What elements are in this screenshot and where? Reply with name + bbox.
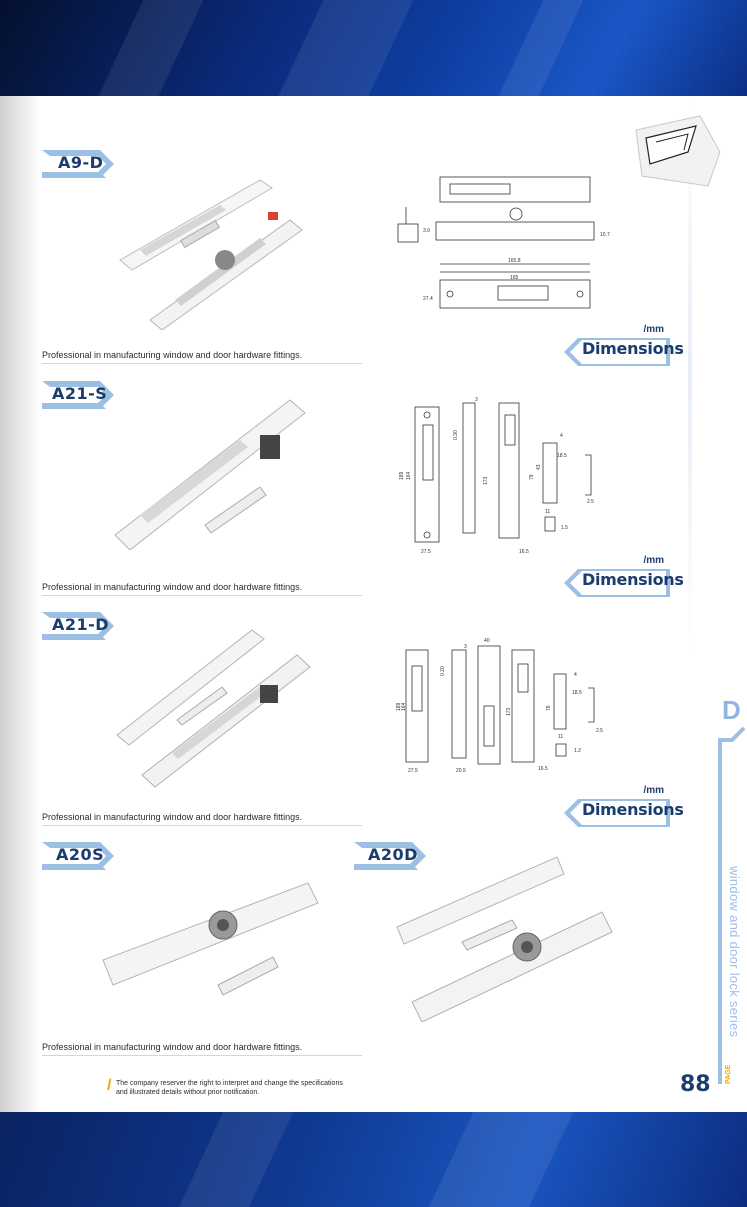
dimensions-label: Dimensions [582, 800, 684, 819]
dim-label: 3 [475, 397, 478, 403]
dim-label: 189 [396, 702, 402, 711]
footer-slash-icon: / [107, 1077, 112, 1094]
dim-label: 173 [506, 707, 512, 716]
product-image-a9-d [110, 160, 310, 330]
dim-label: 2.5 [596, 728, 603, 734]
dim-label: 18.5 [572, 690, 582, 696]
product-code: A21-S [52, 384, 108, 403]
dim-label: 164 [401, 702, 407, 711]
product-image-a20d [392, 852, 617, 1022]
dim-label: 3.9 [423, 228, 430, 234]
product-image-a21-s [110, 395, 310, 550]
dimension-drawing-a21-s [395, 395, 615, 560]
company-tagline: Professional in manufacturing window and door hardware fittings. [42, 582, 303, 592]
page-binding-shadow [0, 96, 40, 1112]
product-tag-a21-s [42, 381, 114, 409]
dim-label: 18.5 [557, 453, 567, 459]
footer-note-line: The company reserver the right to interpret and change the specifications [116, 1080, 343, 1087]
footer-background [0, 1112, 747, 1207]
product-tag-a20s [42, 842, 114, 870]
dim-label: 0.30 [453, 430, 459, 440]
product-image-a20s [98, 875, 323, 1000]
product-image-a21-d [112, 625, 312, 790]
dim-label: 16.5 [538, 766, 548, 772]
product-tag-a9-d [42, 150, 114, 178]
dim-label: 2.5 [587, 499, 594, 505]
dim-label: 27.5 [408, 768, 418, 774]
dim-label: 1.2 [574, 748, 581, 754]
product-code: A20D [368, 845, 418, 864]
company-tagline: Professional in manufacturing window and door hardware fittings. [42, 812, 303, 822]
dim-label: 173 [483, 476, 489, 485]
dim-label: 165.8 [508, 258, 521, 264]
page-corner-icon [628, 112, 724, 192]
dim-label: 27.5 [421, 549, 431, 555]
product-tag-a21-d [42, 612, 114, 640]
page-number: 88 [680, 1072, 711, 1097]
unit-label: /mm [643, 555, 664, 566]
dim-label: 10.7 [600, 232, 610, 238]
dim-label: 0.20 [440, 666, 446, 676]
dim-label: 3 [464, 644, 467, 650]
dim-label: 40 [484, 638, 490, 644]
dim-label: 189 [399, 471, 405, 480]
dim-label: 43 [536, 464, 542, 470]
unit-label: /mm [643, 785, 664, 796]
dim-label: 4 [574, 672, 577, 678]
dimensions-label: Dimensions [582, 570, 684, 589]
dim-label: 79 [529, 474, 535, 480]
unit-label: /mm [643, 324, 664, 335]
dim-label: 11 [558, 734, 564, 740]
dim-label: 165 [510, 275, 519, 281]
company-tagline: Professional in manufacturing window and door hardware fittings. [42, 350, 303, 360]
series-title: window and door lock series [727, 866, 742, 1038]
dimensions-badge [562, 785, 684, 827]
dim-label: 20.5 [456, 768, 466, 774]
dimension-drawing-a9-d [388, 172, 618, 322]
dim-label: 164 [406, 471, 412, 480]
dim-label: 1.5 [561, 525, 568, 531]
tagline-underline [42, 363, 362, 364]
product-code: A21-D [52, 615, 110, 634]
series-letter: D [722, 695, 741, 725]
tagline-underline [42, 595, 362, 596]
dim-label: 11 [545, 509, 551, 515]
dimensions-badge [562, 324, 684, 366]
dim-label: 16.5 [519, 549, 529, 555]
page-label: PAGE [725, 1064, 732, 1084]
tagline-underline [42, 1055, 362, 1056]
dim-label: 27.4 [423, 296, 433, 302]
dimensions-label: Dimensions [582, 339, 684, 358]
product-code: A20S [56, 845, 105, 864]
tagline-underline [42, 825, 362, 826]
footer-note-line: and illustrated details without prior notification. [116, 1089, 260, 1096]
dim-label: 4 [560, 433, 563, 439]
header-background [0, 0, 747, 96]
dimensions-badge [562, 555, 684, 597]
dim-label: 79 [546, 705, 552, 711]
dimension-drawing-a21-d [392, 636, 617, 776]
product-code: A9-D [58, 153, 104, 172]
company-tagline: Professional in manufacturing window and door hardware fittings. [42, 1042, 303, 1052]
footer-note [116, 1079, 356, 1097]
